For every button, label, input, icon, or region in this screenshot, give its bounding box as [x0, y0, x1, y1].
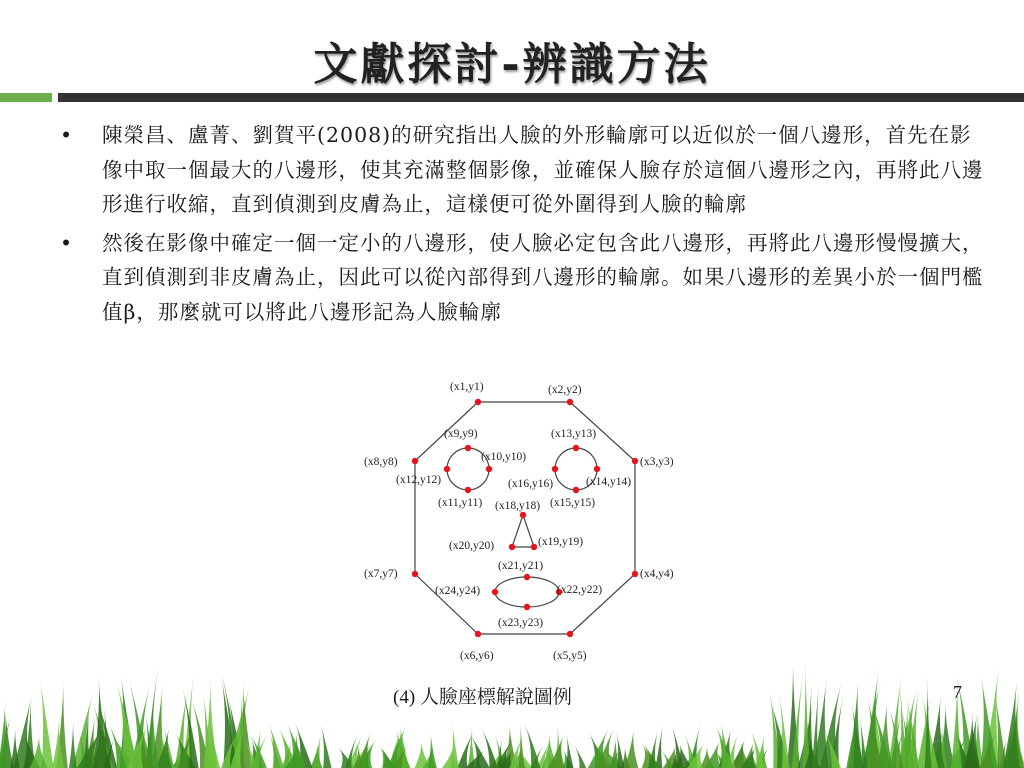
- point-21: [524, 574, 530, 580]
- point-20: [509, 544, 515, 550]
- label-p1: (x1,y1): [450, 381, 484, 393]
- nose-triangle: [512, 515, 534, 547]
- point-1: [475, 399, 481, 405]
- label-p5: (x5,y5): [553, 650, 587, 662]
- point-18: [520, 512, 526, 518]
- label-p3: (x3,y3): [640, 456, 674, 468]
- point-13: [573, 445, 579, 451]
- bullet-item: [60, 226, 985, 330]
- point-6: [475, 631, 481, 637]
- point-2: [567, 399, 573, 405]
- figure-caption: (4) 人臉座標解說圖例: [393, 687, 572, 708]
- label-p22: (x22,y22): [557, 584, 603, 596]
- point-14: [594, 466, 600, 472]
- label-p23: (x23,y23): [498, 617, 544, 629]
- bullet-item: [60, 118, 985, 222]
- grass-blade: [803, 661, 810, 768]
- label-p24: (x24,y24): [435, 585, 481, 597]
- label-p4: (x4,y4): [640, 568, 674, 580]
- grass-blade: [69, 721, 77, 768]
- grass-blade: [574, 745, 586, 768]
- grass-blade: [428, 733, 437, 768]
- label-p10: (x10,y10): [481, 451, 527, 463]
- point-24: [492, 589, 498, 595]
- bullet-list: [60, 118, 985, 333]
- label-p21: (x21,y21): [498, 560, 544, 572]
- point-19: [531, 544, 537, 550]
- grass-blade: [10, 728, 20, 768]
- point-16: [552, 466, 558, 472]
- label-p15: (x15,y15): [550, 497, 596, 509]
- grass-blade: [655, 724, 662, 768]
- label-p2: (x2,y2): [548, 384, 582, 396]
- label-p16: (x16,y16): [508, 478, 554, 490]
- label-p9: (x9,y9): [444, 428, 478, 440]
- label-p12: (x12,y12): [396, 474, 442, 486]
- point-8: [412, 458, 418, 464]
- label-p8: (x8,y8): [364, 456, 398, 468]
- label-p14: (x14,y14): [586, 476, 632, 488]
- label-p18: (x18,y18): [495, 500, 541, 512]
- grass-blade: [321, 724, 332, 768]
- point-15: [573, 487, 579, 493]
- point-11: [465, 487, 471, 493]
- title-accent-bar: [0, 93, 52, 102]
- point-23: [524, 604, 530, 610]
- mouth-outline: [495, 577, 559, 607]
- face-coordinate-diagram: [360, 375, 674, 667]
- grass-blade: [625, 729, 639, 768]
- title-divider-bar: [58, 93, 1024, 102]
- point-3: [632, 458, 638, 464]
- grass-blade: [269, 723, 284, 768]
- point-9: [465, 445, 471, 451]
- point-4: [632, 571, 638, 577]
- label-p11: (x11,y11): [438, 497, 483, 509]
- grass-decoration: [0, 660, 1024, 768]
- grass-blade: [566, 734, 573, 768]
- label-p19: (x19,y19): [538, 536, 584, 548]
- bullet-marker: •: [60, 230, 74, 255]
- slide-title: 文獻探討-辨識方法: [313, 39, 711, 90]
- label-p20: (x20,y20): [449, 540, 495, 552]
- label-p13: (x13,y13): [551, 428, 597, 440]
- bullet-text: 然後在影像中確定一個一定小的八邊形，使人臉必定包含此八邊形，再將此八邊形慢慢擴大，直到偵測到非皮膚為止，因此可以從內部得到八邊形的輪廓。如果八邊形的差異小於一個門檻值β，那麼就可以將此八邊形記為人臉輪廓: [102, 230, 984, 324]
- point-5: [567, 631, 573, 637]
- grass-blade: [93, 677, 110, 768]
- point-12: [444, 466, 450, 472]
- point-7: [412, 571, 418, 577]
- point-10: [486, 466, 492, 472]
- label-p7: (x7,y7): [364, 568, 398, 580]
- bullet-marker: •: [60, 123, 74, 147]
- label-p6: (x6,y6): [460, 650, 494, 662]
- page-number: 7: [953, 682, 962, 702]
- bullet-text: 陳榮昌、盧菁、劉賀平(2008)的研究指出人臉的外形輪廓可以近似於一個八邊形，首先在影像中取一個最大的八邊形，使其充滿整個影像，並確保人臉存於這個八邊形之內，再將此八邊形進行收縮，直到偵測到皮膚為止，這樣便可從外圍得到人臉的輪廓: [102, 123, 984, 216]
